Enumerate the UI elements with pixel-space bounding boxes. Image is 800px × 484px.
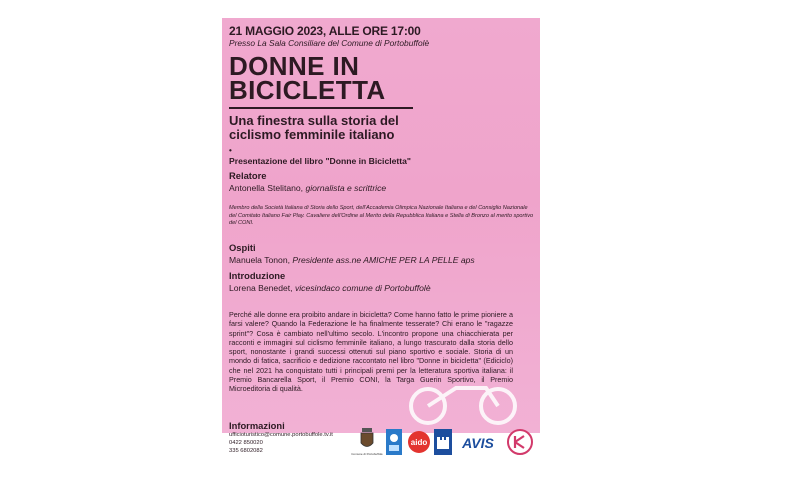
event-poster (222, 18, 540, 465)
poster-title-line-1: DONNE IN (229, 51, 360, 81)
ospiti-heading: Ospiti (229, 242, 256, 253)
poster-subtitle-line-1: Una finestra sulla storia del (229, 113, 399, 128)
introduzione-heading: Introduzione (229, 270, 286, 281)
info-phone-2: 335 6802082 (229, 448, 263, 454)
poster-title-line-2: BICICLETTA (229, 75, 386, 105)
aido-logo (407, 430, 431, 454)
info-heading: Informazioni (229, 420, 285, 431)
bullet-dot: • (229, 146, 232, 155)
castle-logo (434, 429, 452, 455)
event-venue: Presso La Sala Consiliare del Comune di Portobuffolè (229, 38, 430, 48)
ospiti-line (229, 255, 475, 265)
introduzione-name: Lorena Benedet, (229, 283, 293, 293)
relatore-line (229, 183, 386, 193)
poster-subtitle-line-2: ciclismo femminile italiano (229, 127, 395, 142)
sponsor-logos (351, 426, 538, 460)
avis-logo (456, 434, 500, 452)
poster-title (229, 51, 386, 105)
round-association-logo (506, 428, 534, 456)
relatore-name: Antonella Stelitano, (229, 183, 304, 193)
aido-logo-text: aido (410, 438, 428, 447)
comune-logo-text: Comune di Portobuffolè (351, 452, 383, 456)
info-email: ufficioturistico@comune.portobuffole.tv.it (229, 432, 333, 438)
comune-crest-logo (351, 427, 383, 457)
event-date: 21 MAGGIO 2023, ALLE ORE 17:00 (229, 24, 421, 38)
blue-sports-logo (386, 429, 402, 455)
book-presentation: Presentazione del libro "Donne in Bicicletta" (229, 156, 411, 166)
avis-logo-text: AVIS (462, 435, 494, 451)
relatore-role: giornalista e scrittrice (305, 183, 387, 193)
ospiti-name: Manuela Tonon, (229, 255, 290, 265)
relatore-heading: Relatore (229, 170, 267, 181)
info-phone-1: 0422 850020 (229, 440, 263, 446)
relatore-bio: Membro della Società Italiana di Storia dello Sport, dell'Accademia Olimpica Nazionale Italiana e del Consiglio Nazionale del Comitato Italiano Fair Play. Cavaliere dell'Ordine al Merito della Repubblica Italiana e Stella di Bronzo al merito sportivo del CONI. (229, 205, 534, 226)
title-underline (229, 107, 413, 109)
introduzione-role: vicesindaco comune di Portobuffolè (294, 283, 431, 293)
introduzione-line (229, 283, 431, 293)
ospiti-role: Presidente ass.ne AMICHE PER LA PELLE aps (292, 255, 475, 265)
poster-subtitle (229, 114, 399, 142)
event-description: Perché alle donne era proibito andare in bicicletta? Come hanno fatto le prime pioniere a farsi valere? Quando la Federazione le ha finalmente tesserate? Chi erano le "ragazze sprint"? Cosa è cambiato nell'ultimo secolo. L'incontro propone una chiacchierata per racconti e immagini sul ciclismo femminile italiano, a lungo trascurato dalla storia dello sport, nonostante i grandi successi ottenuti sul piano sportivo e sociale. Storia di un mondo di fatica, sacrificio e dedizione raccontato nel libro "Donne in bicicletta" (Ediciclo) che nel 2021 ha conquistato tutti i principali premi per la letteratura sportiva italiana: il Premio Bancarella Sport, il Premio CONI, la Targa Guerin Sportivo, il Premio Microeditoria di qualità. (229, 310, 513, 394)
